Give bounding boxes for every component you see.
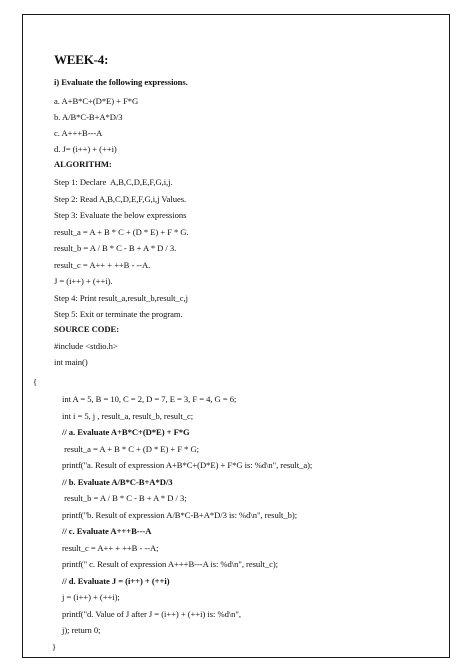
code-line: } <box>52 641 57 652</box>
expression-item: d. J= (i++) + (++i) <box>54 144 117 154</box>
code-line: printf("d. Value of J after J = (i++) + (++i) is: %d\n", <box>62 608 241 619</box>
expression-item: b. A/B*C-B+A*D/3 <box>54 112 123 122</box>
algorithm-heading: ALGORITHM: <box>54 159 112 169</box>
code-line: printf(" c. Result of expression A+++B---A is: %d\n", result_c); <box>62 559 278 569</box>
code-line: printf("b. Result of expression A/B*C-B+A*D/3 is: %d\n", result_b); <box>62 509 298 520</box>
algorithm-step: Step 4: Print result_a,result_b,result_c,j <box>54 292 188 303</box>
code-line: printf("a. Result of expression A+B*C+(D*E) + F*G is: %d\n", result_a); <box>62 460 313 470</box>
code-line: int A = 5, B = 10, C = 2, D = 7, E = 3, F = 4, G = 6; <box>62 394 237 404</box>
code-line: result_b = A / B * C - B + A * D / 3; <box>62 493 187 503</box>
code-comment: // a. Evaluate A+B*C+(D*E) + F*G <box>62 427 190 437</box>
algorithm-step: J = (i++) + (++i). <box>54 276 113 286</box>
source-code-heading: SOURCE CODE: <box>54 324 120 334</box>
code-comment: // d. Evaluate J = (i++) + (++i) <box>62 575 170 586</box>
code-line: result_a = A + B * C + (D * E) + F * G; <box>62 443 199 454</box>
code-line: #include <stdio.h> <box>54 341 118 351</box>
code-line: int main() <box>54 357 88 367</box>
algorithm-step: Step 5: Exit or terminate the program. <box>54 309 183 319</box>
code-line: { <box>33 377 38 387</box>
algorithm-step: result_b = A / B * C - B + A * D / 3. <box>54 243 177 253</box>
code-line: j); return 0; <box>62 625 101 635</box>
algorithm-step: Step 1: Declare A,B,C,D,E,F,G,i,j. <box>54 177 173 187</box>
code-comment: // c. Evaluate A+++B---A <box>62 526 152 536</box>
algorithm-step: Step 2: Read A,B,C,D,E,F,G,i,j Values. <box>54 193 187 204</box>
code-line: result_c = A++ + ++B - --A; <box>62 542 159 553</box>
code-comment: // b. Evaluate A/B*C-B+A*D/3 <box>62 476 173 487</box>
algorithm-step: result_a = A + B * C + (D * E) + F * G. <box>54 226 189 237</box>
code-line: int i = 5, j , result_a, result_b, result_c; <box>62 410 194 421</box>
question-heading: i) Evaluate the following expressions. <box>54 77 188 87</box>
algorithm-step: result_c = A++ + ++B - --A. <box>54 259 151 270</box>
page-title: WEEK-4: <box>54 52 109 67</box>
expression-item: c. A+++B---A <box>54 128 103 138</box>
algorithm-step: Step 3: Evaluate the below expressions <box>54 210 187 220</box>
code-line: j = (i++) + (++i); <box>62 592 120 602</box>
expression-item: a. A+B*C+(D*E) + F*G <box>54 96 139 106</box>
